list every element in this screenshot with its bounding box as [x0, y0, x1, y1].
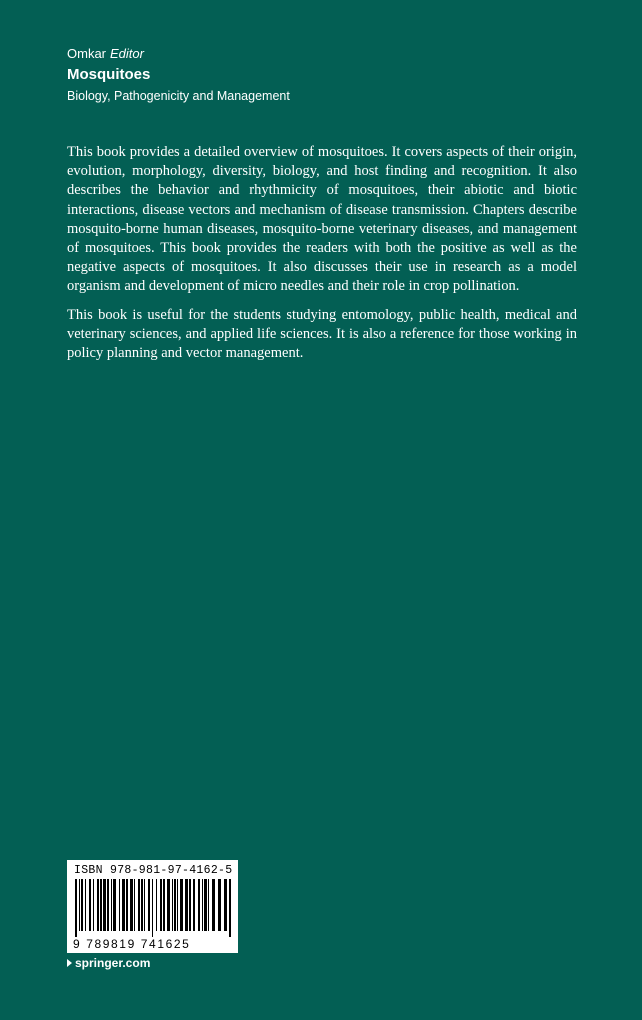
author-role: Editor — [110, 46, 144, 61]
book-title: Mosquitoes — [67, 66, 151, 83]
book-header — [67, 45, 290, 105]
description-paragraph-2: This book is useful for the students studying entomology, public health, medical and veterinary sciences, and applied life sciences. It is also a reference for those working in policy planning and vector management. — [67, 306, 577, 362]
author-name: Omkar — [67, 46, 106, 61]
barcode-bars-icon — [73, 879, 233, 937]
book-description — [67, 143, 577, 372]
description-paragraph-1: This book provides a detailed overview of mosquitoes. It covers aspects of their origin, evolution, morphology, diversity, biology, and host finding and recognition. It also describes the behavior and rhythmicity of mosquitoes, their abiotic and biotic interactions, disease vectors and mechanism of disease transmission. Chapters describe mosquito-borne human diseases, mosquito-borne veterinary diseases, and management of mosquitoes. This book provides the readers with both the positive as well as the negative aspects of mosquitoes. It also discusses their use in research as a model organism and development of micro needles and their role in crop pollination. — [67, 144, 577, 295]
author-line — [67, 45, 290, 63]
book-subtitle: Biology, Pathogenicity and Management — [67, 89, 290, 103]
publisher-link[interactable] — [67, 956, 150, 970]
arrow-right-icon — [67, 959, 72, 967]
publisher-website: springer.com — [75, 956, 151, 970]
barcode-digits: 9 789819 741625 — [73, 937, 191, 951]
isbn-barcode — [67, 860, 238, 953]
isbn-label: ISBN 978-981-97-4162-5 — [74, 864, 233, 877]
